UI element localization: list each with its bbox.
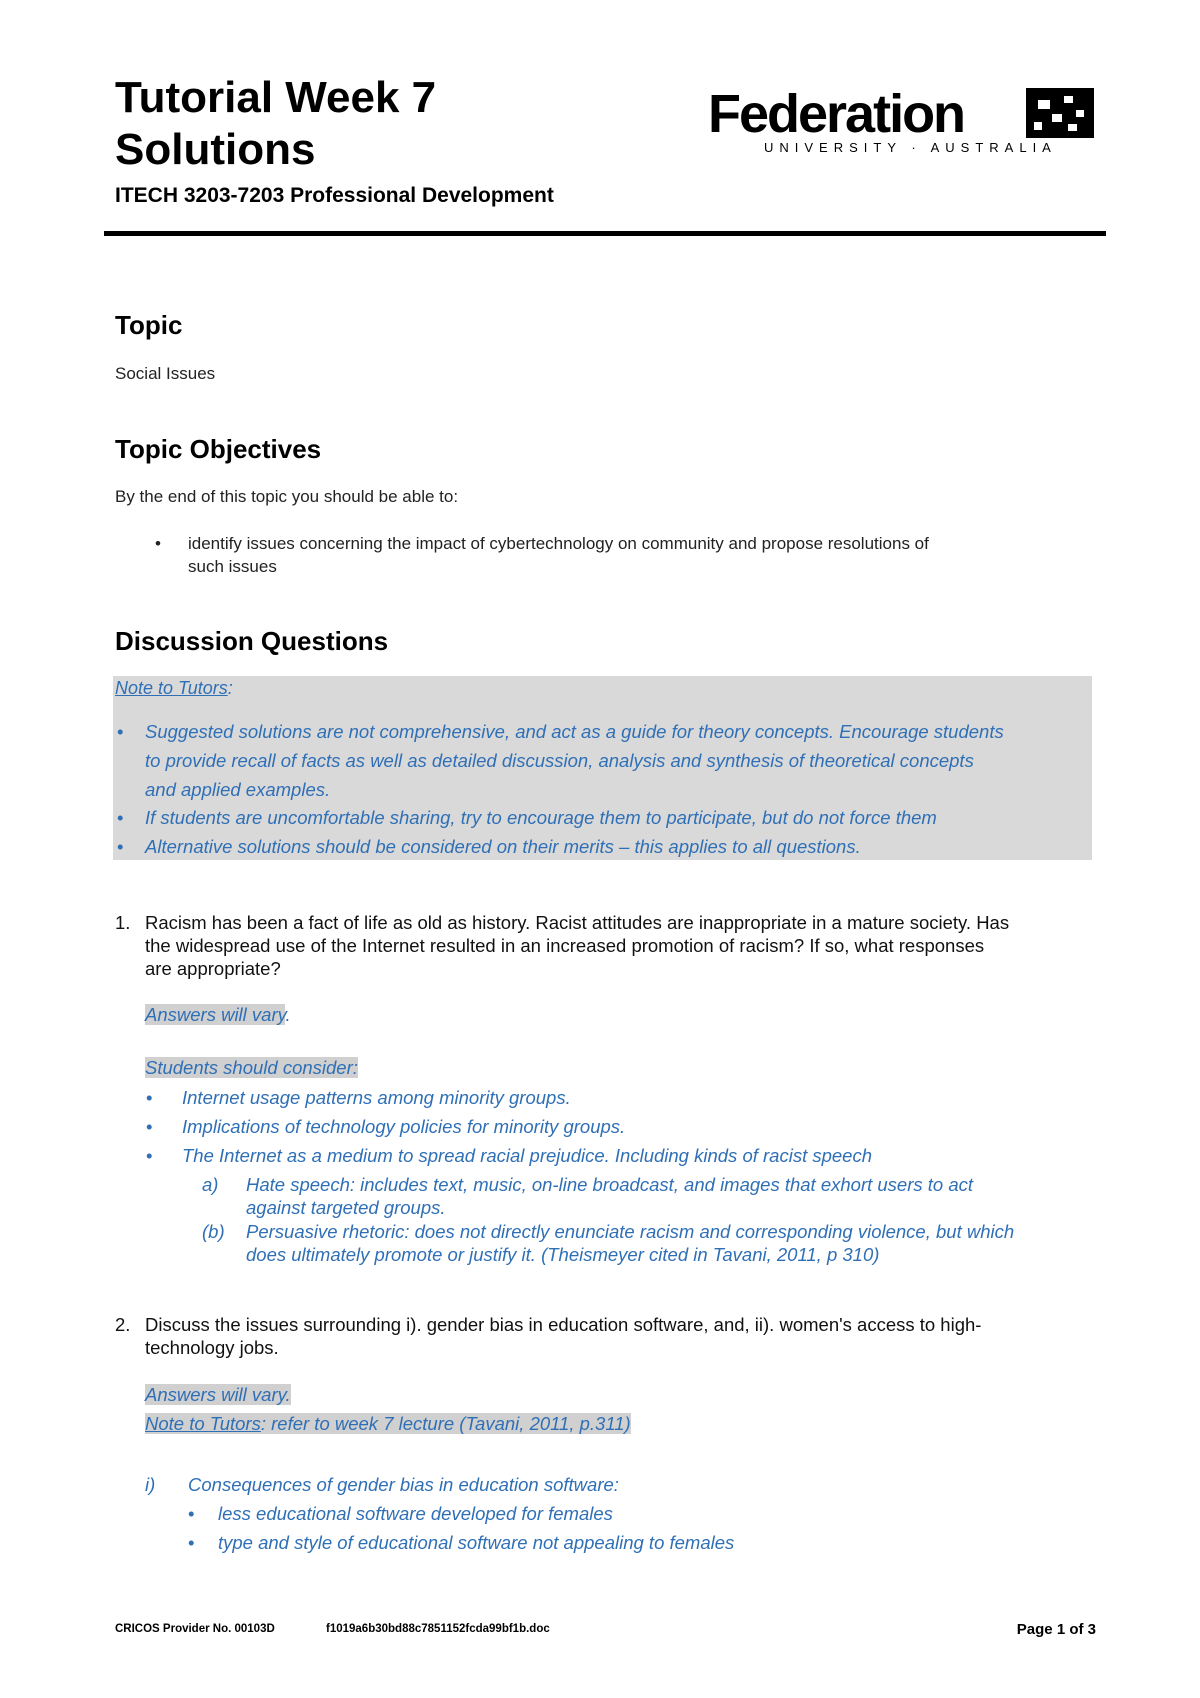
q1-sub-item-b	[202, 1220, 1015, 1266]
title-line-1: Tutorial Week 7	[115, 73, 437, 122]
sub-item-line: Hate speech: includes text, music, on-line broadcast, and images that exhort users to act	[246, 1174, 974, 1195]
tutor-note-colon: :	[227, 678, 233, 698]
q1-bullet-text: The Internet as a medium to spread racial prejudice. Including kinds of racist speech	[182, 1145, 873, 1166]
objectives-heading: Topic Objectives	[115, 434, 322, 464]
q2-bullet	[188, 1502, 613, 1525]
tutor-note-line: Alternative solutions should be considered on their merits – this applies to all questions.	[145, 836, 861, 857]
topic-text: Social Issues	[115, 364, 216, 383]
topic-heading: Topic	[115, 310, 183, 340]
question-line: Discuss the issues surrounding i). gender bias in education software, and, ii). women's access to high-	[145, 1314, 982, 1335]
answers-will-vary: Answers will vary	[145, 1004, 286, 1025]
tutor-note-label	[115, 678, 233, 699]
bullet-icon: •	[117, 721, 124, 742]
q1-consider-label	[145, 1057, 358, 1079]
bullet-icon: •	[146, 1116, 153, 1137]
bullet-icon: •	[117, 807, 124, 828]
objectives-item-line: identify issues concerning the impact of cybertechnology on community and propose resolutions of	[188, 534, 929, 553]
tutor-note-item	[117, 803, 937, 832]
q1-bullet	[146, 1086, 571, 1109]
question-line: technology jobs.	[145, 1337, 279, 1358]
tutor-note-item	[117, 717, 1004, 804]
tutor-note-line: and applied examples.	[145, 779, 331, 800]
federation-university-logo	[708, 80, 1094, 152]
objectives-intro: By the end of this topic you should be able to:	[115, 487, 459, 506]
q2-bullet	[188, 1531, 735, 1554]
header-divider	[104, 231, 1106, 236]
q1-answers-note	[145, 1004, 291, 1026]
bullet-icon: •	[146, 1145, 153, 1166]
tutor-note-link[interactable]: Note to Tutors	[115, 678, 228, 698]
footer-provider: CRICOS Provider No. 00103D	[115, 1623, 275, 1635]
answers-will-vary: Answers will vary.	[145, 1384, 291, 1405]
sub-item-label: a)	[202, 1174, 219, 1195]
question-2	[115, 1313, 982, 1359]
q2-sub-item-i	[145, 1473, 619, 1496]
q1-bullet-text: Internet usage patterns among minority groups.	[182, 1087, 571, 1108]
tutor-note-line: If students are uncomfortable sharing, try to encourage them to participate, but do not force them	[145, 807, 937, 828]
sub-item-line: does ultimately promote or justify it. (Theismeyer cited in Tavani, 2011, p 310)	[246, 1244, 880, 1265]
tutor-note-item	[117, 832, 861, 861]
bullet-icon: •	[188, 1503, 195, 1524]
logo-wordmark: Federation	[708, 84, 965, 144]
q2-answers-note	[145, 1384, 291, 1406]
page-title	[115, 72, 436, 176]
q1-bullet	[146, 1115, 626, 1138]
question-line: Racism has been a fact of life as old as history. Racist attitudes are inappropriate in a mature society. Has	[145, 912, 1010, 933]
footer-filename: f1019a6b30bd88c7851152fcda99bf1b.doc	[326, 1623, 550, 1635]
question-1	[115, 911, 1010, 980]
question-number: 1.	[115, 912, 131, 933]
question-number: 2.	[115, 1314, 131, 1335]
tutor-note-link[interactable]: Note to Tutors	[145, 1413, 261, 1434]
discussion-heading: Discussion Questions	[115, 626, 389, 656]
sub-item-line: Consequences of gender bias in education software:	[188, 1474, 619, 1495]
title-line-2: Solutions	[115, 125, 316, 174]
bullet-icon: •	[188, 1532, 195, 1553]
logo-subtext: UNIVERSITY · AUSTRALIA	[764, 140, 1057, 152]
answers-period: .	[285, 1004, 291, 1025]
students-should-consider: Students should consider:	[145, 1057, 358, 1078]
tutor-note-line: Suggested solutions are not comprehensive, and act as a guide for theory concepts. Encourage students	[145, 721, 1004, 742]
q1-bullet-text: Implications of technology policies for minority groups.	[182, 1116, 626, 1137]
q2-bullet-text: type and style of educational software not appealing to females	[218, 1532, 735, 1553]
q1-sub-item-a	[202, 1173, 974, 1219]
q2-bullet-text: less educational software developed for females	[218, 1503, 613, 1524]
bullet-icon: •	[117, 836, 124, 857]
bullet-icon: •	[146, 1087, 153, 1108]
objectives-item	[155, 532, 929, 578]
q1-bullet	[146, 1144, 873, 1167]
sub-item-line: against targeted groups.	[246, 1197, 446, 1218]
tutor-note-line: to provide recall of facts as well as detailed discussion, analysis and synthesis of theoretical concepts	[145, 750, 974, 771]
footer-page-number: Page 1 of 3	[1016, 1621, 1096, 1638]
logo-flag-icon	[1026, 88, 1094, 138]
sub-item-label: i)	[145, 1474, 156, 1495]
sub-item-line: Persuasive rhetoric: does not directly enunciate racism and corresponding violence, but which	[246, 1221, 1015, 1242]
question-line: are appropriate?	[145, 958, 281, 979]
q2-tutor-note	[145, 1413, 631, 1435]
course-subtitle: ITECH 3203-7203 Professional Development	[115, 184, 554, 207]
objectives-item-line: such issues	[188, 557, 277, 576]
sub-item-label: (b)	[202, 1221, 225, 1242]
bullet-icon: •	[155, 534, 161, 553]
question-line: the widespread use of the Internet resulted in an increased promotion of racism? If so, what responses	[145, 935, 985, 956]
tutor-note-reference: : refer to week 7 lecture (Tavani, 2011, p.311)	[260, 1413, 631, 1434]
